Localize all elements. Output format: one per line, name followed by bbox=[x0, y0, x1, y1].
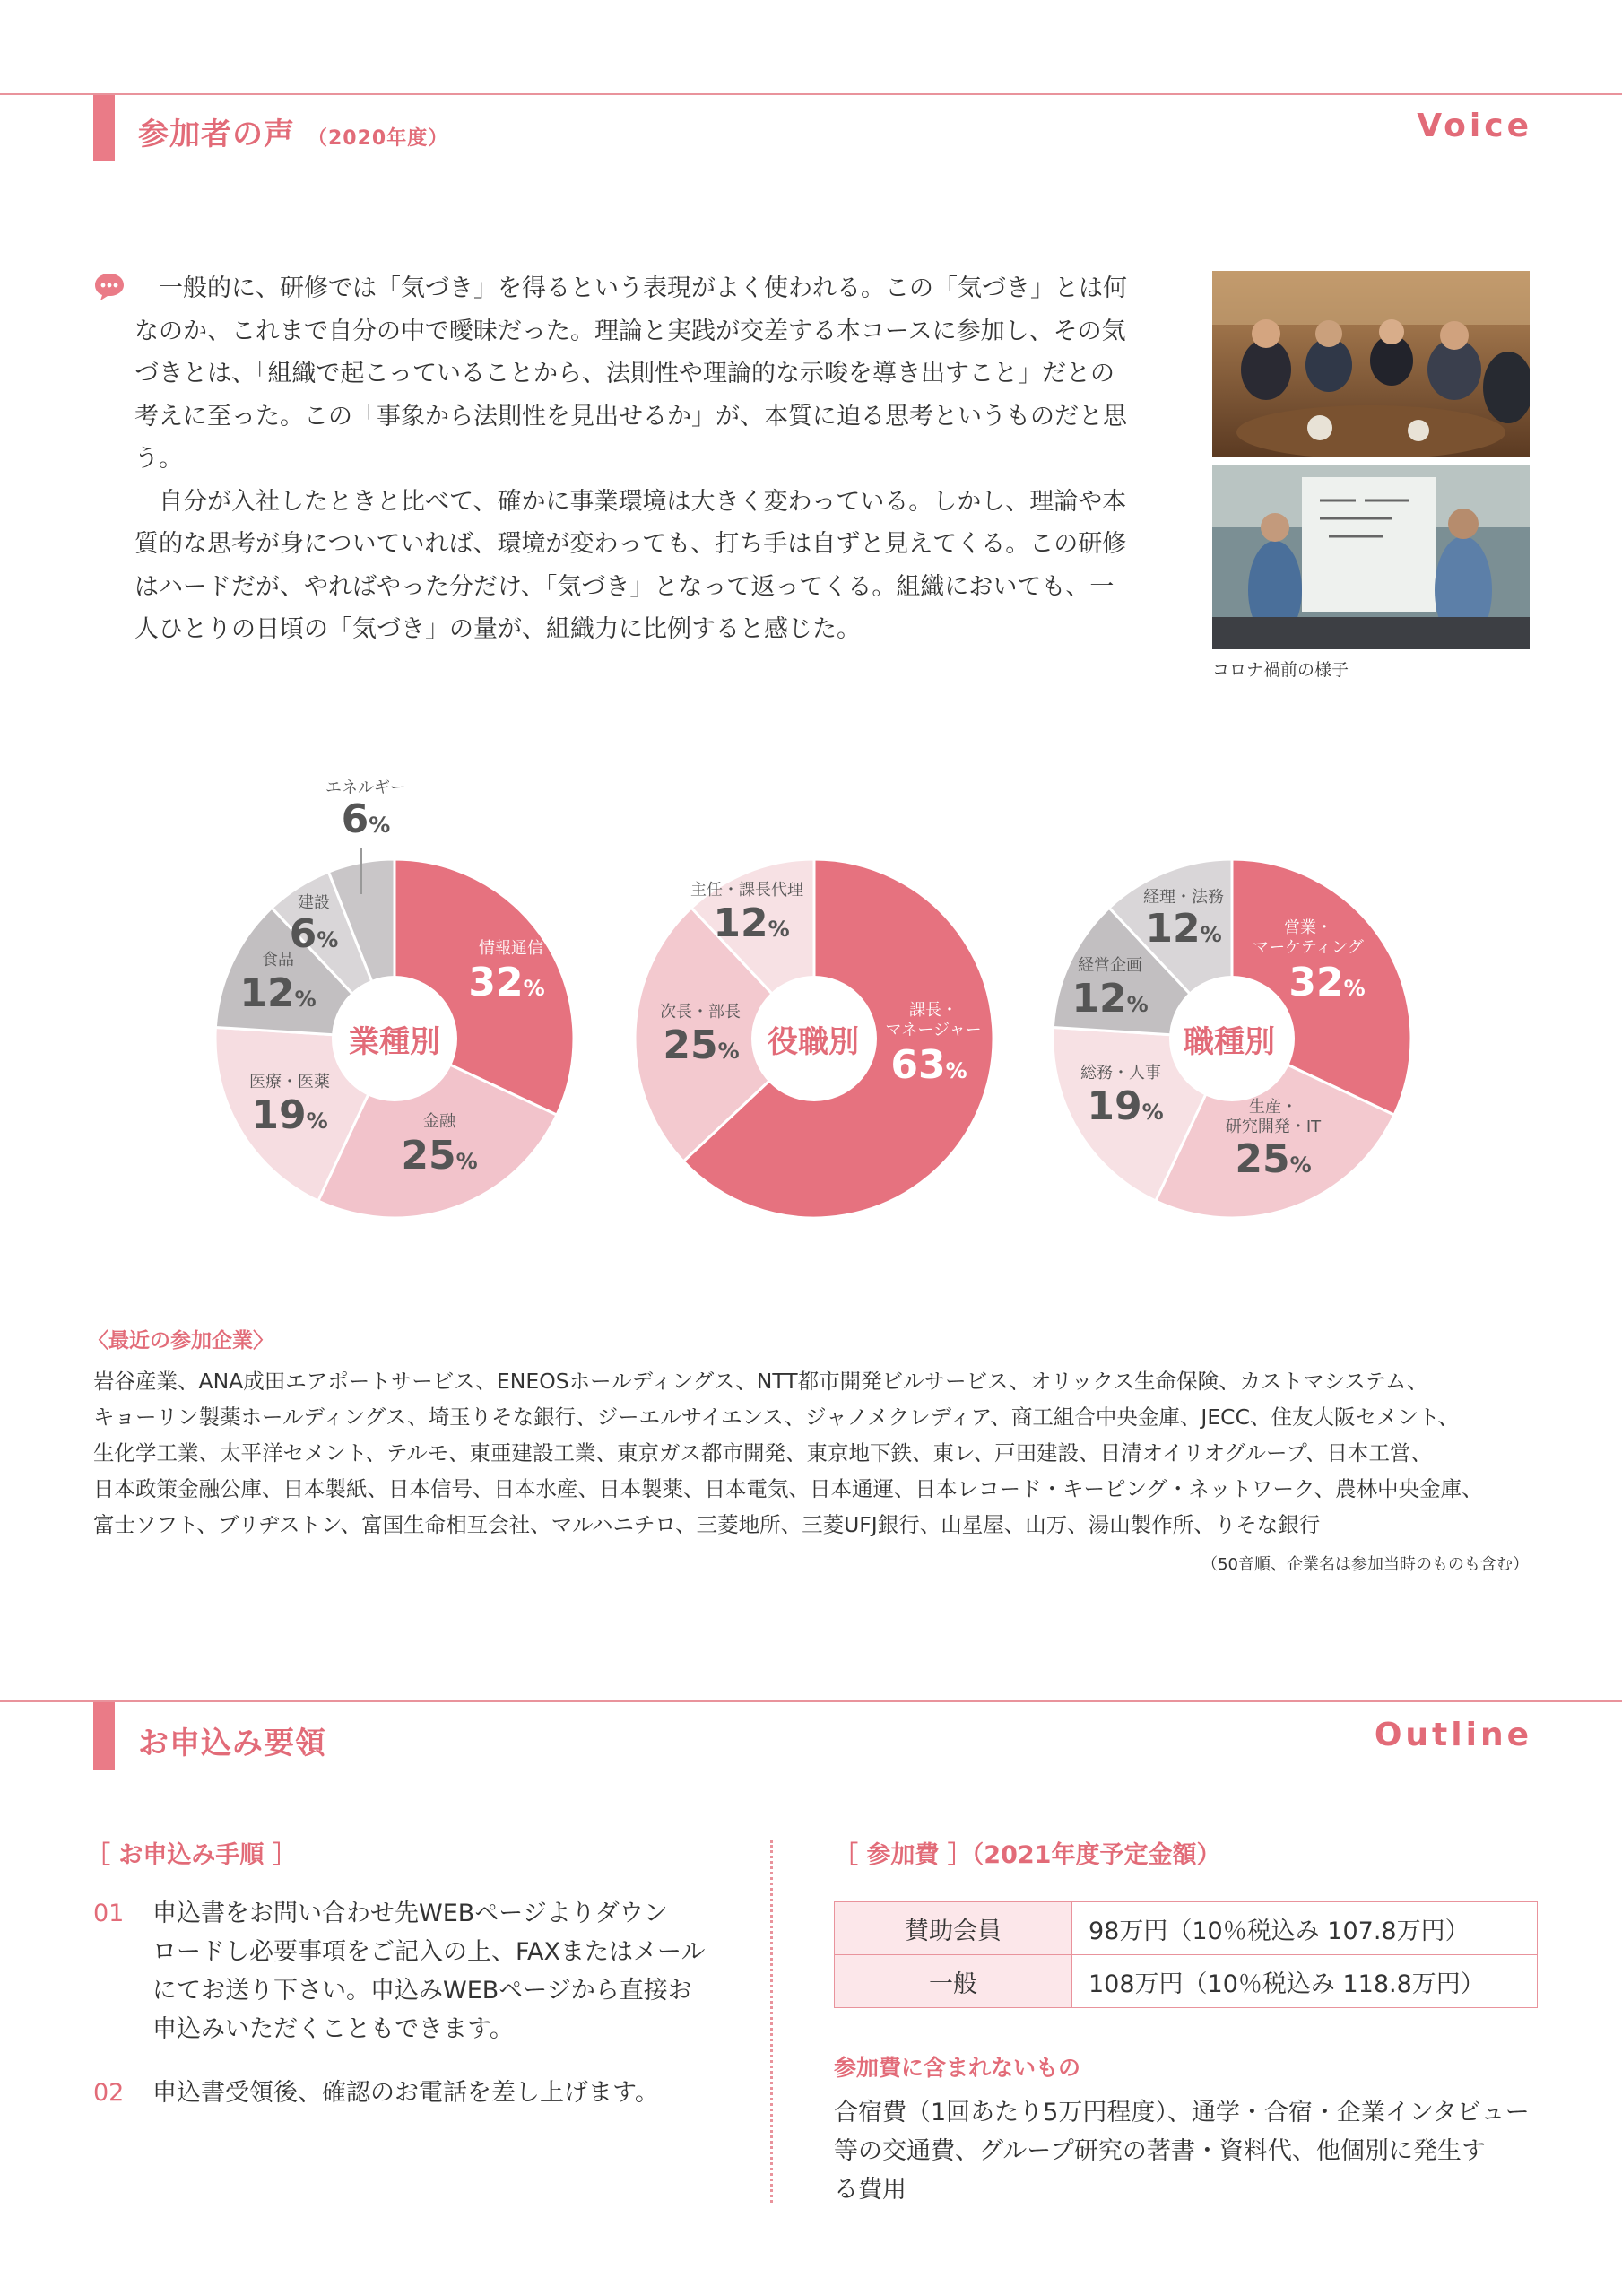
voice-paragraph-2: 自分が入社したときと比べて、確かに事業環境は大きく変わっている。しかし、理論や本質的な思考が身についていれば、環境が変わっても、打ち手は自ずと見えてくる。この研修はハードだが、やればやった分だけ、「気づき」となって返ってくる。組織においても、一人ひとりの日頃の「気づき」の量が、組織力に比例すると感じた。 bbox=[134, 487, 1127, 643]
companies-line: 日本政策金融公庫、日本製紙、日本信号、日本水産、日本製薬、日本電気、日本通運、日本レコード・キーピング・ネットワーク、農林中央金庫、 bbox=[93, 1476, 1483, 1501]
pie1-label-finance: 金融 bbox=[423, 1112, 455, 1131]
speech-bubble-icon bbox=[93, 271, 126, 303]
pie1-pct-finance: 25% bbox=[401, 1133, 478, 1178]
pie1-label-construction: 建設 bbox=[298, 893, 330, 912]
excluded-heading: 参加費に含まれないもの bbox=[834, 2055, 1081, 2081]
pie1-label-energy: エネルギー bbox=[325, 778, 406, 797]
photo-whiteboard bbox=[1212, 465, 1530, 649]
companies-list bbox=[93, 1363, 1537, 1543]
companies-heading: 〈最近の参加企業〉 bbox=[88, 1329, 273, 1352]
pie1-pct-food: 12% bbox=[239, 970, 317, 1016]
companies-line: 生化学工業、太平洋セメント、テルモ、東亜建設工業、東京ガス都市開発、東京地下鉄、東レ、戸田建設、日清オイリオグループ、日本工営、 bbox=[93, 1440, 1432, 1465]
companies-line: 岩谷産業、ANA成田エアポートサービス、ENEOSホールディングス、NTT都市開発ビルサービス、オリックス生命保険、カストマシステム、 bbox=[93, 1369, 1428, 1394]
pie1-pct-construction: 6% bbox=[289, 911, 339, 957]
photo-dinner bbox=[1212, 271, 1530, 457]
pie3-label-sales: 営業・ マーケティング bbox=[1253, 918, 1364, 957]
header-rule-outline bbox=[0, 1700, 1622, 1702]
excluded-text: 合宿費（1回あたり5万円程度）、通学・合宿・企業インタビュー 等の交通費、グループ研究の著書・資料代、他個別に発生す る費用 bbox=[834, 2099, 1530, 2204]
fee-heading: ［ 参加費 ］（2021年度予定金額） bbox=[834, 1841, 1221, 1869]
pie2-label-director: 次長・部長 bbox=[660, 1003, 741, 1022]
pie1-label-medical: 医療・医薬 bbox=[249, 1073, 330, 1091]
companies-line: キョーリン製薬ホールディングス、埼玉りそな銀行、ジーエルサイエンス、ジャノメクレディア、商工組合中央金庫、JECC、住友大阪セメント、 bbox=[93, 1405, 1459, 1430]
fee-type: 賛助会員 bbox=[835, 1902, 1072, 1955]
voice-year: （2020年度） bbox=[308, 127, 449, 150]
pie1-label-info: 情報通信 bbox=[479, 939, 543, 958]
pie1-center-label: 業種別 bbox=[349, 1024, 440, 1060]
pie1-pct-medical: 19% bbox=[251, 1092, 328, 1138]
voice-text bbox=[134, 267, 1130, 651]
fee-amount: 108万円（10％税込み 118.8万円） bbox=[1072, 1955, 1538, 2008]
pie1-pct-energy: 6% bbox=[341, 796, 391, 842]
step-number: 02 bbox=[93, 2079, 125, 2107]
table-row bbox=[835, 1902, 1538, 1955]
pie3-pct-hr: 19% bbox=[1087, 1083, 1164, 1129]
companies-line: 富士ソフト、ブリヂストン、富国生命相互会社、マルハニチロ、三菱地所、三菱UFJ銀行、山星屋、山万、湯山製作所、りそな銀行 bbox=[93, 1512, 1321, 1537]
fee-amount: 98万円（10％税込み 107.8万円） bbox=[1072, 1902, 1538, 1955]
column-divider bbox=[770, 1840, 773, 2203]
companies-note: （50音順、企業名は参加当時のものも含む） bbox=[1201, 1555, 1529, 1574]
pie3-pct-sales: 32% bbox=[1288, 960, 1366, 1005]
accent-bar-voice bbox=[93, 95, 115, 161]
pie3-pct-planning: 12% bbox=[1071, 976, 1149, 1022]
outline-title: お申込み要領 bbox=[138, 1726, 326, 1761]
pie3-pct-production: 25% bbox=[1235, 1136, 1312, 1182]
voice-title: 参加者の声 （2020年度） bbox=[138, 117, 449, 152]
header-rule-voice bbox=[0, 93, 1622, 95]
pie3-label-hr: 総務・人事 bbox=[1080, 1064, 1161, 1083]
pie3-pct-accounting: 12% bbox=[1145, 906, 1222, 952]
pie1-label-food: 食品 bbox=[262, 951, 294, 970]
pie2-pct-chief: 12% bbox=[713, 900, 790, 946]
procedure-step-1: 01 申込書をお問い合わせ先WEBページよりダウン ロードし必要事項をご記入の上、FAXまたはメール にてお送り下さい。申込みWEBページから直接お 申込みいただくこともできます。 bbox=[93, 1894, 757, 2056]
pie2-label-manager: 課長・ マネージャー bbox=[885, 1001, 982, 1039]
pie3-label-planning: 経営企画 bbox=[1078, 956, 1142, 975]
pie2-center-label: 役職別 bbox=[768, 1024, 859, 1060]
step-number: 01 bbox=[93, 1900, 125, 1927]
voice-paragraph-1: 一般的に、研修では「気づき」を得るという表現がよく使われる。この「気づき」とは何なのか、これまで自分の中で曖昧だった。理論と実践が交差する本コースに参加し、その気づきとは、「組織で起こっていることから、法則性や理論的な示唆を導き出すこと」だとの考えに至った。この「事象から法則性を見出せるか」が、本質に迫る思考というものだと思う。 bbox=[134, 274, 1127, 473]
fee-type: 一般 bbox=[835, 1955, 1072, 2008]
table-row bbox=[835, 1955, 1538, 2008]
pie3-center-label: 職種別 bbox=[1184, 1024, 1275, 1060]
outline-en-title: Outline bbox=[1374, 1717, 1532, 1753]
fee-table bbox=[834, 1901, 1538, 2008]
voice-en-title: Voice bbox=[1417, 108, 1532, 144]
photo-caption: コロナ禍前の様子 bbox=[1212, 660, 1349, 680]
procedure-heading: ［ お申込み手順 ］ bbox=[86, 1841, 297, 1869]
pie1-pct-info: 32% bbox=[468, 960, 545, 1005]
pie2-pct-manager: 63% bbox=[890, 1042, 967, 1088]
pie3-label-production: 生産・ 研究開発・IT bbox=[1225, 1098, 1322, 1136]
procedure-step-2: 02 申込書受領後、確認のお電話を差し上げます。 bbox=[93, 2074, 757, 2114]
pie2-label-chief: 主任・課長代理 bbox=[690, 881, 803, 900]
pie2-pct-director: 25% bbox=[663, 1022, 740, 1068]
accent-bar-outline bbox=[93, 1702, 115, 1770]
pie3-label-accounting: 経理・法務 bbox=[1143, 888, 1224, 907]
energy-leader-line bbox=[360, 848, 362, 894]
